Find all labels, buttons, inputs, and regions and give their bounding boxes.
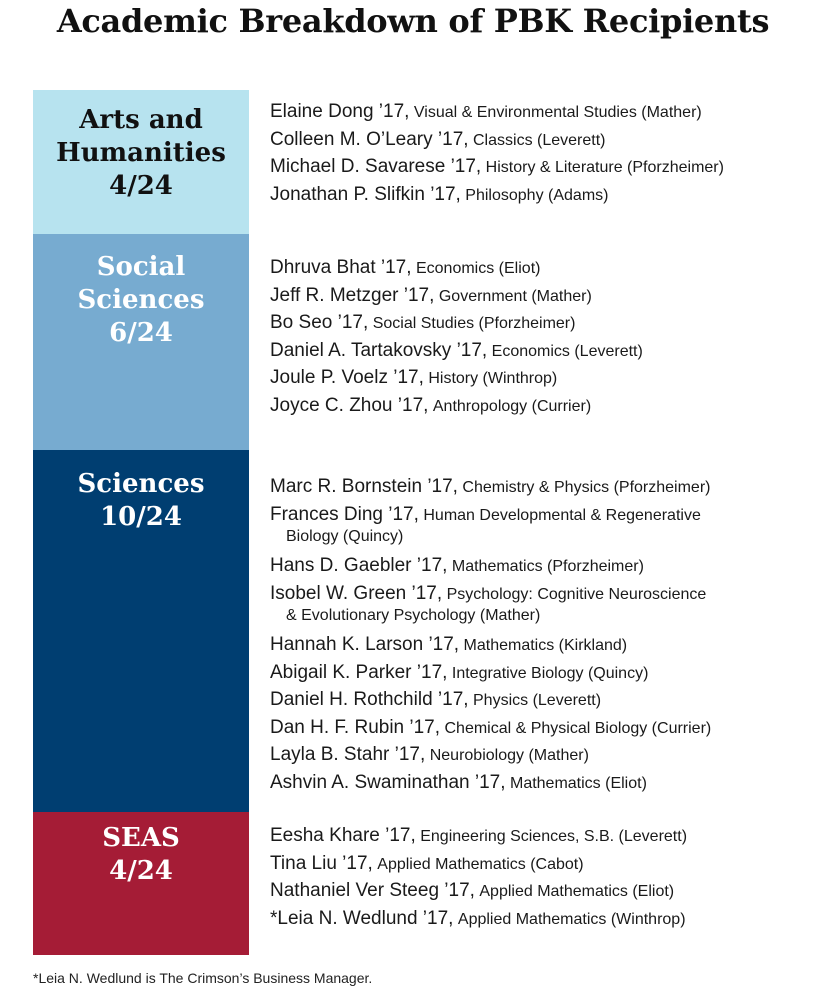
recipient-concentration-house: Applied Mathematics (Cabot) [377,855,584,873]
recipient-name: Abigail K. Parker ’17, [270,661,448,683]
recipient-name: Michael D. Savarese ’17, [270,156,482,177]
recipient-concentration-house: Economics (Eliot) [415,260,541,277]
recipient-entry [270,634,627,656]
recipient-concentration-house: Government (Mather) [438,287,592,305]
category-block [33,450,249,812]
category-name: Social [96,252,186,282]
category-block [33,234,249,450]
recipient-entry [270,772,647,794]
recipient-name: Hannah K. Larson ’17, [270,634,460,655]
recipient-name: Daniel H. Rothchild ’17, [270,689,469,710]
category-fraction: 10/24 [100,502,182,532]
recipient-entry [270,312,575,334]
category-name: Humanities [56,138,226,168]
recipient-name: Joyce C. Zhou ’17, [270,394,429,416]
recipient-entry [270,689,601,711]
recipient-entry [270,367,557,389]
recipient-entry [270,662,648,684]
recipient-concentration-house: Economics (Leverett) [491,342,643,360]
recipient-entry [270,285,592,307]
recipient-name: Elaine Dong ’17, [270,101,410,122]
recipient-name: Dan H. F. Rubin ’17, [270,716,441,738]
recipient-concentration-house: Applied Mathematics (Winthrop) [457,910,686,928]
recipient-concentration-house: Physics (Leverett) [473,692,602,709]
recipient-concentration-house: Mathematics (Kirkland) [463,637,628,654]
recipient-entry [270,340,643,362]
category-fraction: 6/24 [109,318,173,348]
recipient-entry [270,504,701,526]
recipient-name: Daniel A. Tartakovsky ’17, [270,339,488,361]
category-fraction: 4/24 [109,856,173,886]
recipient-concentration-house: Engineering Sciences, S.B. (Leverett) [420,828,688,845]
recipient-concentration-house: Human Developmental & Regenerative [423,506,701,524]
category-block [33,90,249,234]
recipient-concentration-house: Chemical & Physical Biology (Currier) [444,719,712,737]
recipient-name: Hans D. Gaebler ’17, [270,555,448,576]
recipient-name: Jonathan P. Slifkin ’17, [270,183,461,205]
recipient-concentration-continued: & Evolutionary Psychology (Mather) [286,606,541,624]
recipient-name: Layla B. Stahr ’17, [270,744,426,765]
recipient-concentration-house: Neurobiology (Mather) [429,747,589,764]
recipient-concentration-house: Visual & Environmental Studies (Mather) [413,104,702,121]
recipient-concentration-house: Mathematics (Eliot) [509,774,647,792]
recipient-name: Nathaniel Ver Steeg ’17, [270,880,475,901]
category-name: Arts and [79,105,203,135]
recipient-concentration-house: Integrative Biology (Quincy) [451,664,649,682]
recipient-concentration-house: Philosophy (Adams) [465,186,609,204]
category-name: Sciences [77,469,205,499]
recipient-name: Bo Seo ’17, [270,312,369,333]
recipient-entry [270,257,540,279]
recipient-concentration-house: Applied Mathematics (Eliot) [479,883,675,900]
recipient-entry [270,717,711,739]
recipient-entry [270,853,584,875]
recipient-name: Colleen M. O’Leary ’17, [270,128,469,150]
recipient-name: Marc R. Bornstein ’17, [270,476,458,497]
recipient-entry [270,101,702,123]
category-fraction: 4/24 [109,171,173,201]
recipient-concentration-house: Mathematics (Pforzheimer) [451,558,644,575]
recipient-concentration-house: History & Literature (Pforzheimer) [485,159,724,176]
recipient-concentration-house: Psychology: Cognitive Neuroscience [446,585,707,603]
recipient-concentration-house: Social Studies (Pforzheimer) [372,315,576,332]
recipient-concentration-house: Chemistry & Physics (Pforzheimer) [462,479,711,496]
recipient-entry [270,555,644,577]
recipient-concentration-house: Anthropology (Currier) [432,397,592,415]
category-name: SEAS [102,823,180,853]
recipient-name: Joule P. Voelz ’17, [270,367,424,388]
recipient-entry [270,825,687,847]
category-block [33,812,249,955]
recipient-concentration-continued: Biology (Quincy) [286,527,404,545]
recipient-name: Dhruva Bhat ’17, [270,257,412,278]
recipient-name: Ashvin A. Swaminathan ’17, [270,771,506,793]
recipient-entry [270,129,605,151]
recipient-name: Tina Liu ’17, [270,852,373,874]
recipient-entry [270,583,706,605]
recipient-name: Isobel W. Green ’17, [270,582,443,604]
recipient-entry [270,476,710,498]
footnote: *Leia N. Wedlund is The Crimson’s Business Manager. [33,970,373,986]
chart-title: Academic Breakdown of PBK Recipients [56,2,770,40]
recipient-name: *Leia N. Wedlund ’17, [270,907,454,929]
recipient-entry [270,908,686,930]
recipient-name: Frances Ding ’17, [270,503,419,525]
recipient-entry [270,156,724,178]
recipient-entry [270,744,589,766]
category-name: Sciences [77,285,205,315]
recipient-entry [270,395,591,417]
recipient-entry [270,184,608,206]
recipient-concentration-house: Classics (Leverett) [473,131,606,149]
recipient-name: Jeff R. Metzger ’17, [270,284,435,306]
recipient-concentration-house: History (Winthrop) [428,370,558,387]
recipient-entry [270,880,674,902]
recipient-name: Eesha Khare ’17, [270,825,416,846]
